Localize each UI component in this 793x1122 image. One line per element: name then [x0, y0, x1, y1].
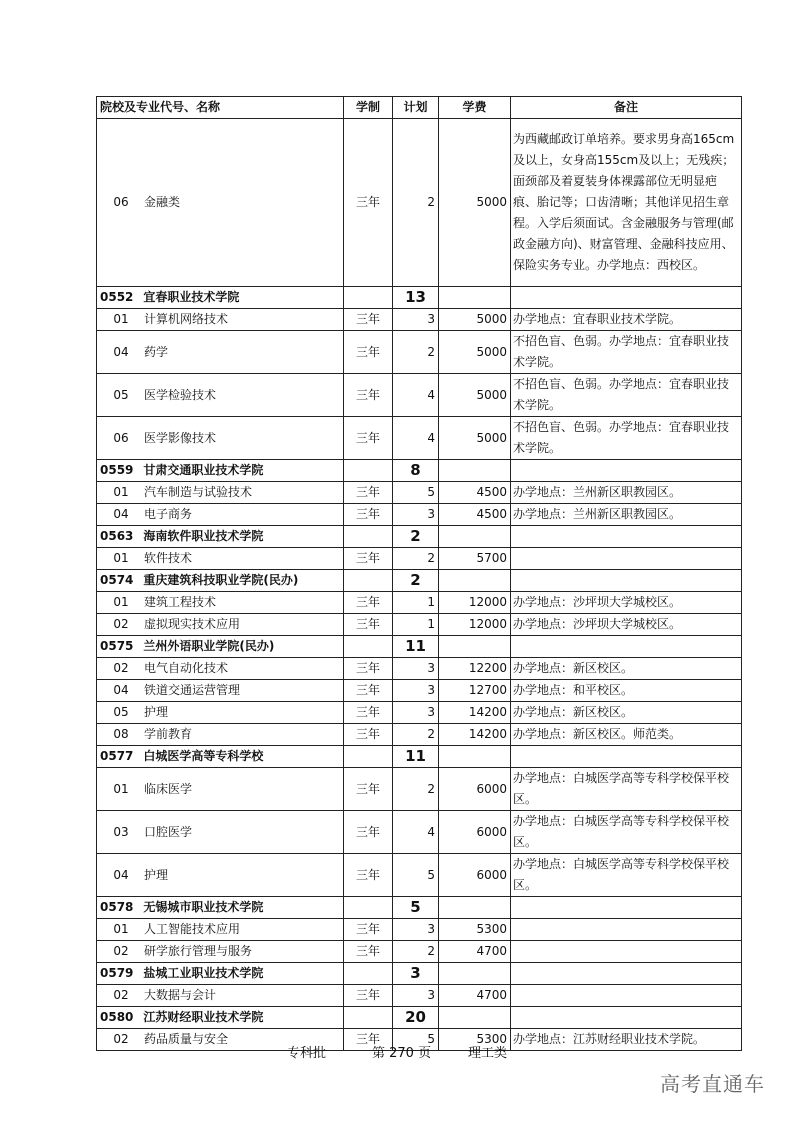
major-plan: 3	[393, 919, 439, 941]
major-length: 三年	[344, 504, 393, 526]
major-fee: 4700	[439, 941, 511, 963]
major-fee: 5000	[439, 374, 511, 417]
major-note: 不招色盲、色弱。办学地点：宜春职业技术学院。	[511, 417, 742, 460]
major-note: 办学地点：新区校区。	[511, 702, 742, 724]
school-code: 0575	[100, 639, 134, 653]
major-fee: 5000	[439, 417, 511, 460]
major-name-cell	[97, 919, 344, 941]
major-note: 办学地点：新区校区。	[511, 658, 742, 680]
major-plan: 4	[393, 811, 439, 854]
major-name: 口腔医学	[144, 824, 193, 839]
major-name: 临床医学	[144, 781, 193, 796]
major-name-cell	[97, 482, 344, 504]
major-code: 04	[113, 344, 129, 359]
note-cell	[511, 526, 742, 548]
major-fee: 12700	[439, 680, 511, 702]
major-code: 02	[113, 661, 129, 675]
major-code: 04	[113, 507, 129, 521]
major-name-cell	[97, 854, 344, 897]
length-cell	[344, 963, 393, 985]
major-note: 不招色盲、色弱。办学地点：宜春职业技术学院。	[511, 374, 742, 417]
footer-batch: 专科批	[287, 1046, 327, 1061]
major-plan: 5	[393, 1029, 439, 1051]
school-plan-total: 2	[393, 570, 439, 592]
school-name: 宜春职业技术学院	[143, 290, 240, 304]
major-code: 01	[113, 551, 129, 565]
major-note: 办学地点：白城医学高等专科学校保平校区。	[511, 854, 742, 897]
major-note: 办学地点：沙坪坝大学城校区。	[511, 614, 742, 636]
major-length: 三年	[344, 680, 393, 702]
school-name-cell	[97, 897, 344, 919]
major-code: 06	[113, 430, 129, 445]
major-name-cell	[97, 504, 344, 526]
major-row	[97, 680, 742, 702]
major-code: 02	[113, 944, 129, 958]
major-name: 建筑工程技术	[144, 595, 217, 609]
major-length: 三年	[344, 119, 393, 287]
note-cell	[511, 287, 742, 309]
major-row	[97, 985, 742, 1007]
major-row	[97, 548, 742, 570]
school-name-cell	[97, 460, 344, 482]
major-name-cell	[97, 985, 344, 1007]
major-note: 办学地点：沙坪坝大学城校区。	[511, 592, 742, 614]
school-name: 重庆建筑科技职业学院(民办)	[143, 573, 299, 587]
length-cell	[344, 746, 393, 768]
school-name-cell	[97, 287, 344, 309]
major-fee: 5000	[439, 309, 511, 331]
fee-cell	[439, 1007, 511, 1029]
school-name-cell	[97, 636, 344, 658]
major-fee: 12200	[439, 658, 511, 680]
major-row	[97, 504, 742, 526]
major-fee: 5300	[439, 1029, 511, 1051]
major-fee: 5300	[439, 919, 511, 941]
major-fee: 4500	[439, 504, 511, 526]
major-length: 三年	[344, 309, 393, 331]
length-cell	[344, 460, 393, 482]
major-code: 04	[113, 867, 129, 882]
major-name: 医学检验技术	[144, 387, 217, 402]
major-row	[97, 658, 742, 680]
school-code: 0580	[100, 1010, 134, 1024]
school-row	[97, 1007, 742, 1029]
major-fee: 4500	[439, 482, 511, 504]
major-length: 三年	[344, 854, 393, 897]
major-length: 三年	[344, 919, 393, 941]
major-note: 办学地点：和平校区。	[511, 680, 742, 702]
major-plan: 3	[393, 658, 439, 680]
major-fee: 12000	[439, 592, 511, 614]
school-row	[97, 570, 742, 592]
major-note: 办学地点：兰州新区职教园区。	[511, 504, 742, 526]
school-name: 盐城工业职业技术学院	[143, 966, 264, 980]
major-note: 办学地点：宜春职业技术学院。	[511, 309, 742, 331]
school-plan-total: 2	[393, 526, 439, 548]
major-fee: 14200	[439, 702, 511, 724]
fee-cell	[439, 287, 511, 309]
major-name: 计算机网络技术	[144, 312, 229, 326]
major-note	[511, 941, 742, 963]
school-name-cell	[97, 1007, 344, 1029]
major-row	[97, 119, 742, 287]
major-fee: 6000	[439, 768, 511, 811]
fee-cell	[439, 526, 511, 548]
note-cell	[511, 460, 742, 482]
major-fee: 4700	[439, 985, 511, 1007]
major-row	[97, 592, 742, 614]
major-plan: 5	[393, 482, 439, 504]
major-fee: 14200	[439, 724, 511, 746]
major-length: 三年	[344, 1029, 393, 1051]
major-name: 铁道交通运营管理	[144, 683, 241, 697]
major-length: 三年	[344, 702, 393, 724]
major-note	[511, 548, 742, 570]
watermark-text: 高考直通车	[660, 1072, 765, 1096]
major-name-cell	[97, 658, 344, 680]
school-row	[97, 636, 742, 658]
major-name: 学前教育	[144, 727, 193, 741]
major-name: 护理	[144, 705, 169, 719]
major-note: 办学地点：江苏财经职业技术学院。	[511, 1029, 742, 1051]
major-note: 不招色盲、色弱。办学地点：宜春职业技术学院。	[511, 331, 742, 374]
major-plan: 3	[393, 985, 439, 1007]
major-length: 三年	[344, 724, 393, 746]
fee-cell	[439, 746, 511, 768]
major-plan: 1	[393, 592, 439, 614]
school-row	[97, 460, 742, 482]
school-name-cell	[97, 746, 344, 768]
school-name: 甘肃交通职业技术学院	[143, 463, 264, 477]
length-cell	[344, 897, 393, 919]
major-note: 办学地点：白城医学高等专科学校保平校区。	[511, 768, 742, 811]
major-row	[97, 724, 742, 746]
school-name: 无锡城市职业技术学院	[143, 900, 264, 914]
school-name: 白城医学高等专科学校	[143, 749, 264, 763]
major-code: 01	[113, 781, 129, 796]
major-name-cell	[97, 374, 344, 417]
major-fee: 12000	[439, 614, 511, 636]
major-code: 05	[113, 705, 129, 719]
major-name-cell	[97, 309, 344, 331]
major-name: 汽车制造与试验技术	[144, 485, 253, 499]
major-length: 三年	[344, 417, 393, 460]
major-code: 06	[113, 195, 129, 209]
length-cell	[344, 526, 393, 548]
school-row	[97, 746, 742, 768]
school-name: 兰州外语职业学院(民办)	[143, 639, 275, 653]
major-plan: 2	[393, 941, 439, 963]
major-row	[97, 941, 742, 963]
major-name: 医学影像技术	[144, 430, 217, 445]
major-name: 电气自动化技术	[144, 661, 229, 675]
major-plan: 2	[393, 548, 439, 570]
major-name: 药品质量与安全	[144, 1032, 229, 1046]
school-plan-total: 11	[393, 636, 439, 658]
major-length: 三年	[344, 811, 393, 854]
major-name-cell	[97, 768, 344, 811]
major-length: 三年	[344, 331, 393, 374]
major-row	[97, 811, 742, 854]
major-code: 01	[113, 922, 129, 936]
major-plan: 4	[393, 374, 439, 417]
major-code: 01	[113, 595, 129, 609]
header-note: 备注	[511, 97, 742, 119]
major-name-cell	[97, 680, 344, 702]
school-name: 海南软件职业技术学院	[143, 529, 264, 543]
major-length: 三年	[344, 658, 393, 680]
major-code: 08	[113, 727, 129, 741]
major-plan: 5	[393, 854, 439, 897]
major-fee: 5000	[439, 119, 511, 287]
school-code: 0552	[100, 290, 134, 304]
major-code: 03	[113, 824, 129, 839]
major-code: 05	[113, 387, 129, 402]
major-name: 大数据与会计	[144, 988, 217, 1002]
school-code: 0578	[100, 900, 134, 914]
major-fee: 5700	[439, 548, 511, 570]
major-name-cell	[97, 592, 344, 614]
major-name-cell	[97, 417, 344, 460]
fee-cell	[439, 636, 511, 658]
major-name: 金融类	[144, 195, 181, 209]
major-length: 三年	[344, 941, 393, 963]
school-plan-total: 20	[393, 1007, 439, 1029]
major-plan: 2	[393, 119, 439, 287]
major-note	[511, 985, 742, 1007]
fee-cell	[439, 570, 511, 592]
major-row	[97, 768, 742, 811]
major-row	[97, 482, 742, 504]
major-fee: 6000	[439, 811, 511, 854]
major-name-cell	[97, 811, 344, 854]
major-name-cell	[97, 702, 344, 724]
length-cell	[344, 287, 393, 309]
major-length: 三年	[344, 768, 393, 811]
major-length: 三年	[344, 985, 393, 1007]
note-cell	[511, 746, 742, 768]
major-name-cell	[97, 941, 344, 963]
major-code: 02	[113, 988, 129, 1002]
major-plan: 3	[393, 680, 439, 702]
major-length: 三年	[344, 614, 393, 636]
major-row	[97, 702, 742, 724]
major-name-cell	[97, 331, 344, 374]
major-name: 虚拟现实技术应用	[144, 617, 241, 631]
major-plan: 2	[393, 331, 439, 374]
major-code: 02	[113, 1032, 129, 1046]
major-note: 为西藏邮政订单培养。要求男身高165cm及以上，女身高155cm及以上；无残疾；面颈部及着夏装身体裸露部位无明显疤痕、胎记等；口齿清晰；其他详见招生章程。入学后须面试。含金融服务与管理(邮政金融方向)、财富管理、金融科技应用、保险实务专业。办学地点：西校区。	[511, 119, 742, 287]
major-note	[511, 919, 742, 941]
major-plan: 3	[393, 702, 439, 724]
length-cell	[344, 1007, 393, 1029]
major-name: 软件技术	[144, 551, 193, 565]
table-body	[97, 119, 742, 1051]
school-row	[97, 287, 742, 309]
enrollment-plan-table	[96, 96, 742, 1051]
major-note: 办学地点：兰州新区职教园区。	[511, 482, 742, 504]
school-plan-total: 3	[393, 963, 439, 985]
footer-category: 理工类	[468, 1046, 508, 1061]
major-code: 02	[113, 617, 129, 631]
school-code: 0559	[100, 463, 134, 477]
major-name-cell	[97, 119, 344, 287]
major-code: 01	[113, 312, 129, 326]
major-plan: 3	[393, 309, 439, 331]
major-code: 04	[113, 683, 129, 697]
major-row	[97, 374, 742, 417]
major-row	[97, 614, 742, 636]
major-row	[97, 309, 742, 331]
major-name-cell	[97, 724, 344, 746]
major-plan: 3	[393, 504, 439, 526]
school-row	[97, 897, 742, 919]
header-plan: 计划	[393, 97, 439, 119]
major-name: 药学	[144, 344, 169, 359]
school-code: 0563	[100, 529, 134, 543]
header-name: 院校及专业代号、名称	[97, 97, 344, 119]
fee-cell	[439, 460, 511, 482]
major-length: 三年	[344, 482, 393, 504]
major-note: 办学地点：新区校区。师范类。	[511, 724, 742, 746]
major-row	[97, 417, 742, 460]
school-plan-total: 5	[393, 897, 439, 919]
school-plan-total: 13	[393, 287, 439, 309]
school-row	[97, 526, 742, 548]
major-name-cell	[97, 548, 344, 570]
school-plan-total: 8	[393, 460, 439, 482]
major-plan: 2	[393, 768, 439, 811]
school-name-cell	[97, 526, 344, 548]
school-code: 0574	[100, 573, 134, 587]
fee-cell	[439, 963, 511, 985]
note-cell	[511, 1007, 742, 1029]
major-row	[97, 854, 742, 897]
major-fee: 5000	[439, 331, 511, 374]
header-fee: 学费	[439, 97, 511, 119]
school-row	[97, 963, 742, 985]
major-name: 研学旅行管理与服务	[144, 944, 253, 958]
fee-cell	[439, 897, 511, 919]
school-plan-total: 11	[393, 746, 439, 768]
note-cell	[511, 636, 742, 658]
note-cell	[511, 570, 742, 592]
school-code: 0577	[100, 749, 134, 763]
major-length: 三年	[344, 548, 393, 570]
length-cell	[344, 570, 393, 592]
major-name: 护理	[144, 867, 169, 882]
major-name-cell	[97, 614, 344, 636]
major-length: 三年	[344, 374, 393, 417]
footer-page-number: 第 270 页	[372, 1046, 432, 1061]
major-row	[97, 331, 742, 374]
school-name: 江苏财经职业技术学院	[143, 1010, 264, 1024]
school-name-cell	[97, 963, 344, 985]
major-code: 01	[113, 485, 129, 499]
length-cell	[344, 636, 393, 658]
major-plan: 4	[393, 417, 439, 460]
school-name-cell	[97, 570, 344, 592]
major-row	[97, 919, 742, 941]
major-plan: 1	[393, 614, 439, 636]
header-length: 学制	[344, 97, 393, 119]
table-header-row	[97, 97, 742, 119]
major-name: 电子商务	[144, 507, 193, 521]
note-cell	[511, 963, 742, 985]
note-cell	[511, 897, 742, 919]
school-code: 0579	[100, 966, 134, 980]
major-length: 三年	[344, 592, 393, 614]
major-note: 办学地点：白城医学高等专科学校保平校区。	[511, 811, 742, 854]
major-fee: 6000	[439, 854, 511, 897]
major-plan: 2	[393, 724, 439, 746]
major-name: 人工智能技术应用	[144, 922, 241, 936]
